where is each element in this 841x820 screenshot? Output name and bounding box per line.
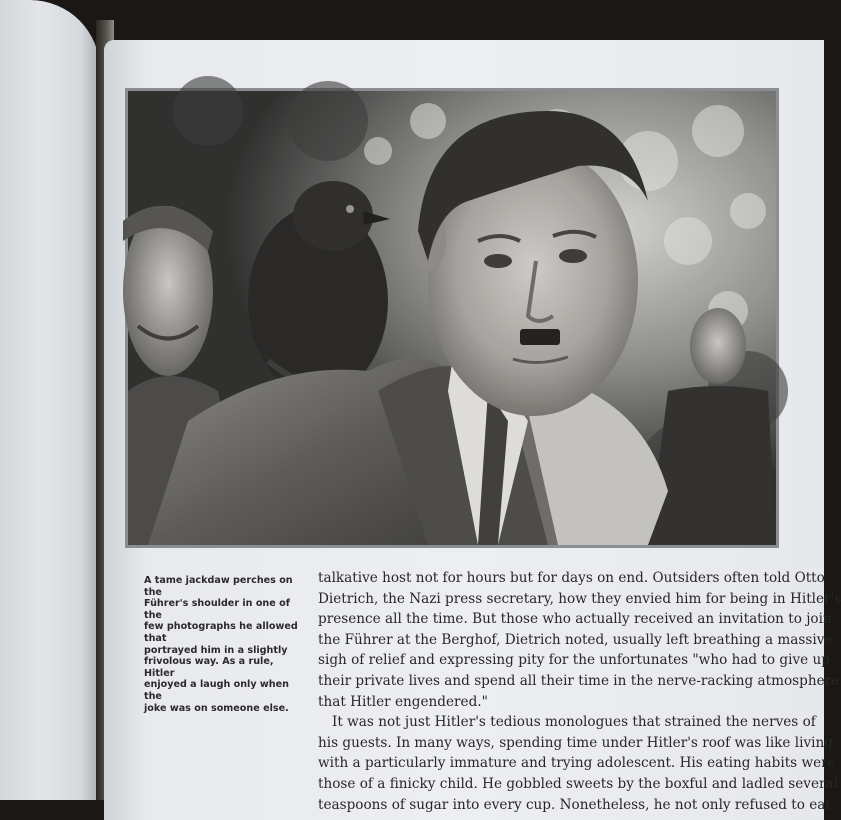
- caption-line: joke was on someone else.: [144, 702, 289, 714]
- body-line: It was not just Hitler's tedious monologues that strained the nerves of: [332, 714, 816, 731]
- caption-line: A tame jackdaw perches on the: [144, 575, 293, 598]
- body-line: his guests. In many ways, spending time under Hitler's roof was like living: [318, 734, 833, 751]
- photograph: [125, 88, 779, 548]
- body-line: teaspoons of sugar into every cup. Nonetheless, he not only refused to eat: [318, 796, 831, 813]
- body-line: Dietrich, the Nazi press secretary, how they envied him for being in Hitler's: [318, 590, 841, 607]
- body-text: [318, 568, 841, 815]
- caption-line: few photographs he allowed that: [144, 621, 298, 644]
- body-line: those of a finicky child. He gobbled sweets by the boxful and ladled several: [318, 775, 838, 792]
- body-line: sigh of relief and expressing pity for the unfortunates "who had to give up: [318, 652, 830, 669]
- body-line: with a particularly immature and trying adolescent. His eating habits were: [318, 755, 836, 772]
- caption-line: portrayed him in a slightly: [144, 644, 288, 656]
- left-page-edge: [0, 0, 100, 800]
- portrait-photo-icon: [128, 91, 776, 545]
- caption-line: frivolous way. As a rule, Hitler: [144, 656, 274, 679]
- body-line: presence all the time. But those who actually received an invitation to join: [318, 611, 832, 628]
- body-line: that Hitler engendered.": [318, 693, 488, 710]
- photo-caption: [144, 575, 302, 714]
- caption-line: Führer's shoulder in one of the: [144, 598, 290, 621]
- body-line: the Führer at the Berghof, Dietrich noted, usually left breathing a massive: [318, 631, 833, 648]
- caption-line: enjoyed a laugh only when the: [144, 679, 289, 702]
- body-line: talkative host not for hours but for days on end. Outsiders often told Otto: [318, 570, 825, 586]
- body-line: their private lives and spend all their time in the nerve-racking atmosphere: [318, 672, 840, 689]
